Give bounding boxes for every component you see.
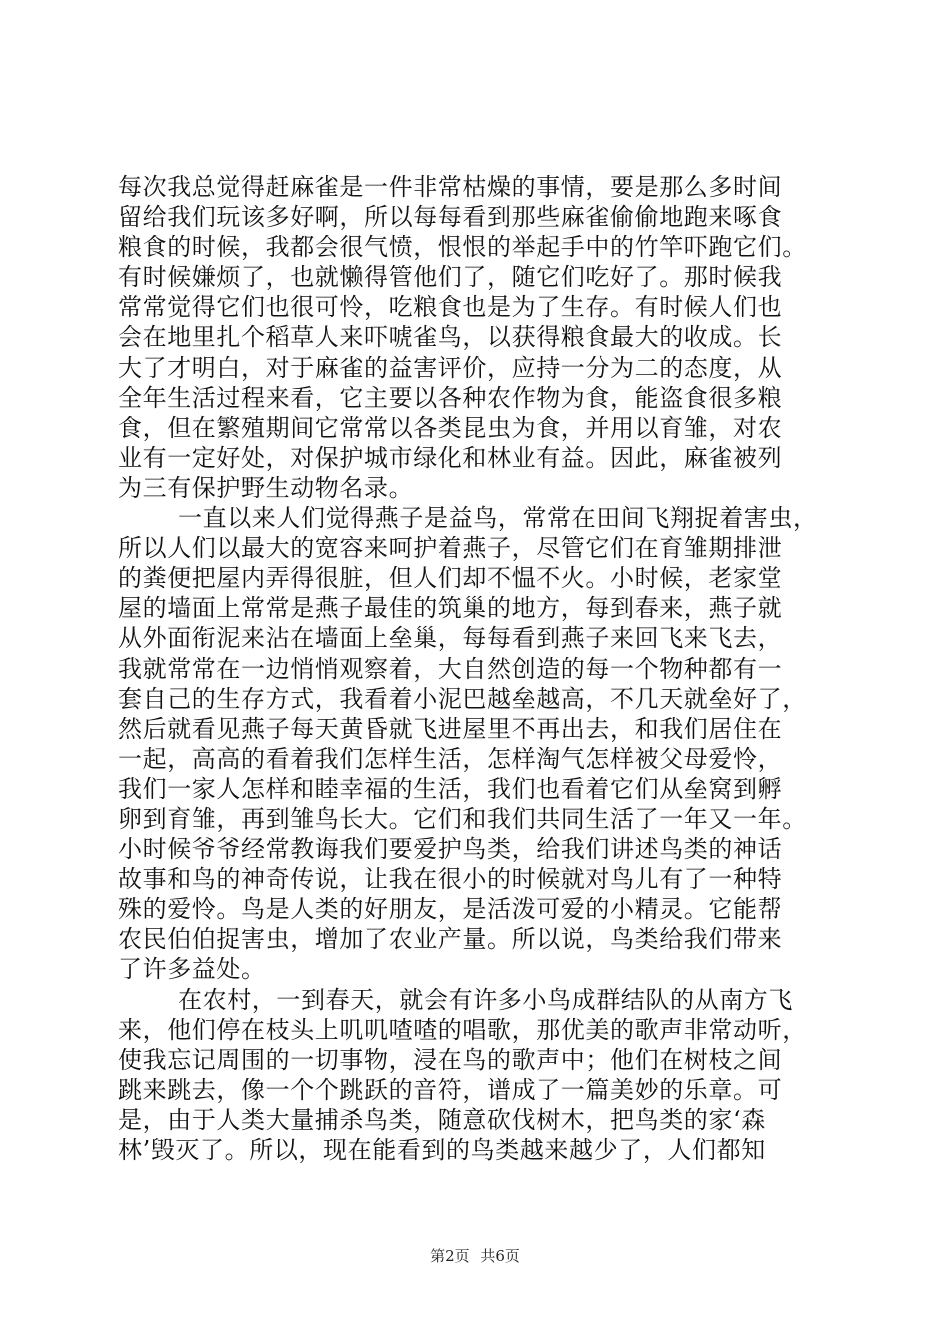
text-line: 殊的爱怜。鸟是人类的好朋友，是活泼可爱的小精灵。它能帮 (118, 895, 783, 924)
text-line: 小时候爷爷经常教诲我们要爱护鸟类，给我们讲述鸟类的神话 (118, 835, 783, 864)
page-footer (0, 1245, 950, 1266)
text-line: 农民伯伯捉害虫，增加了农业产量。所以说，鸟类给我们带来 (118, 925, 783, 954)
paragraph (118, 172, 838, 503)
text-line: 会在地里扎个稻草人来吓唬雀鸟，以获得粮食最大的收成。长 (118, 323, 783, 352)
text-line: 是，由于人类大量捕杀鸟类，随意砍伐树木，把鸟类的家‘森 (118, 1105, 766, 1134)
text-line: 的粪便把屋内弄得很脏，但人们却不愠不火。小时候，老家堂 (118, 564, 783, 593)
text-line: 一起，高高的看着我们怎样生活，怎样淘气怎样被父母爱怜， (118, 744, 783, 773)
text-line: 故事和鸟的神奇传说，让我在很小的时候就对鸟儿有了一种特 (118, 865, 783, 894)
text-line: 卵到育雏，再到雏鸟长大。它们和我们共同生活了一年又一年。 (118, 804, 807, 833)
text-line: 我就常常在一边悄悄观察着，大自然创造的每一个物种都有一 (118, 654, 783, 683)
paragraph (118, 985, 838, 1166)
paragraph (118, 503, 838, 985)
text-line: 从外面衔泥来沾在墙面上垒巢，每每看到燕子来回飞来飞去， (118, 624, 783, 653)
text-line: 大了才明白，对于麻雀的益害评价，应持一分为二的态度，从 (118, 353, 783, 382)
text-line: 跳来跳去，像一个个跳跃的音符，谱成了一篇美妙的乐章。可 (118, 1075, 783, 1104)
text-line: 我们一家人怎样和睦幸福的生活，我们也看着它们从垒窝到孵 (118, 774, 783, 803)
page-number-total: 共6页 (480, 1247, 520, 1265)
page-number-current: 第2页 (430, 1247, 470, 1265)
text-line: 常常觉得它们也很可怜，吃粮食也是为了生存。有时候人们也 (118, 293, 783, 322)
text-line: 了许多益处。 (118, 955, 266, 984)
text-line: 来，他们停在枝头上叽叽喳喳的唱歌，那优美的歌声非常动听， (118, 1015, 807, 1044)
text-line: 每次我总觉得赶麻雀是一件非常枯燥的事情，要是那么多时间 (118, 173, 783, 201)
text-line: 林’毁灭了。所以，现在能看到的鸟类越来越少了，人们都知 (118, 1136, 766, 1164)
text-line: 使我忘记周围的一切事物，浸在鸟的歌声中；他们在树枝之间 (118, 1045, 783, 1074)
text-line: 套自己的生存方式，我看着小泥巴越垒越高，不几天就垒好了， (118, 684, 807, 713)
text-line: 屋的墙面上常常是燕子最佳的筑巢的地方，每到春来，燕子就 (118, 594, 783, 623)
text-line: 为三有保护野生动物名录。 (118, 473, 414, 502)
text-line: 留给我们玩该多好啊，所以每每看到那些麻雀偷偷地跑来啄食 (118, 203, 783, 232)
text-line: 有时候嫌烦了，也就懒得管他们了，随它们吃好了。那时候我 (118, 263, 783, 292)
text-line: 全年生活过程来看，它主要以各种农作物为食，能盗食很多粮 (118, 383, 783, 412)
text-line: 所以人们以最大的宽容来呵护着燕子，尽管它们在育雏期排泄 (118, 534, 783, 563)
text-line: 然后就看见燕子每天黄昏就飞进屋里不再出去，和我们居住在 (118, 714, 783, 743)
text-line: 食，但在繁殖期间它常常以各类昆虫为食，并用以育雏，对农 (118, 413, 783, 442)
text-line: 业有一定好处，对保护城市绿化和林业有益。因此，麻雀被列 (118, 443, 783, 472)
text-line: 一直以来人们觉得燕子是益鸟，常常在田间飞翔捉着害虫， (178, 504, 818, 533)
text-line: 粮食的时候，我都会很气愤，恨恨的举起手中的竹竿吓跑它们。 (118, 233, 807, 262)
text-line: 在农村，一到春天，就会有许多小鸟成群结队的从南方飞 (178, 985, 793, 1014)
document-body (118, 172, 838, 1165)
